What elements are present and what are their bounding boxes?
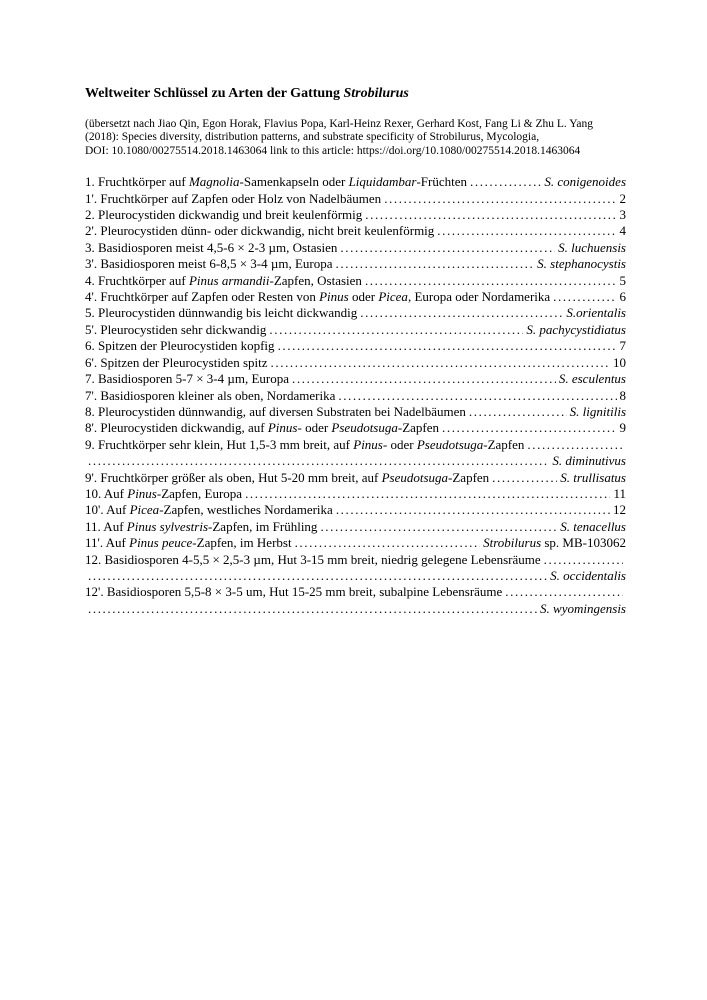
dot-leader (437, 223, 616, 239)
key-text-segment: 8. Pleurocystiden dünnwandig, auf diversen Substraten bei Nadelbäumen (85, 403, 466, 419)
key-row-lead (85, 223, 434, 239)
dot-leader (336, 256, 535, 272)
key-row-result (620, 273, 627, 289)
key-text-segment: -Zapfen, Europa (156, 485, 243, 501)
key-row-lead (85, 502, 333, 518)
taxon-name: S. lignitilis (569, 403, 626, 419)
dot-leader (271, 355, 610, 371)
taxon-name: S. trullisatus (560, 469, 626, 485)
page-title-text: Weltweiter Schlüssel zu Arten der Gattung (85, 86, 344, 101)
citation-line: (übersetzt nach Jiao Qin, Egon Horak, Flavius Popa, Karl-Heinz Rexer, Gerhard Kost, Fang Li & Zhu L. Yang (85, 118, 593, 130)
taxon-name: Magnolia (188, 174, 240, 190)
taxon-name: Pinus armandii (188, 272, 270, 288)
key-row (85, 502, 626, 518)
taxon-name: Pinus (127, 485, 157, 501)
dot-leader (492, 470, 557, 486)
page-title-genus: Strobilurus (343, 86, 409, 101)
dot-leader (269, 322, 523, 338)
key-text-segment: -Zapfen (483, 436, 525, 452)
key-text-segment: 6'. Spitzen der Pleurocystiden spitz (85, 354, 268, 370)
key-text-segment: -Zapfen, Ostasien (269, 272, 362, 288)
key-row-lead (85, 371, 289, 387)
key-text-segment: 10. Auf (85, 485, 128, 501)
key-row (85, 470, 626, 486)
taxon-name: S.orientalis (566, 305, 626, 321)
key-text-segment: 11'. Auf (85, 535, 130, 551)
key-row-result (620, 191, 627, 207)
key-row (85, 305, 626, 321)
taxon-name: S. stephanocystis (537, 256, 626, 272)
key-text-segment: 5. Pleurocystiden dünnwandig bis leicht dickwandig (85, 305, 358, 321)
key-row-result (526, 322, 626, 338)
key-text-segment: 1'. Fruchtkörper auf Zapfen oder Holz von Nadelbäumen (85, 190, 382, 206)
key-text-segment: 3 (619, 207, 626, 223)
taxon-name: S. occidentalis (550, 567, 626, 583)
key-row-result (483, 535, 626, 551)
taxon-name: Pinus sylvestris (126, 518, 209, 534)
dot-leader (340, 240, 555, 256)
key-text-segment: -Zapfen, im Herbst (192, 535, 292, 551)
key-text-segment: 9. Fruchtkörper sehr klein, Hut 1,5-3 mm breit, auf (85, 436, 354, 452)
dot-leader (88, 453, 549, 469)
key-text-segment: -Zapfen, westliches Nordamerika (159, 502, 333, 518)
taxon-name: Pinus (319, 289, 349, 305)
taxon-name: Pseudotsuga (416, 436, 484, 452)
dot-leader (295, 535, 481, 551)
dot-leader (442, 420, 616, 436)
taxon-name: Picea (129, 502, 160, 518)
key-row-lead (85, 535, 292, 551)
dot-leader (88, 568, 547, 584)
key-row-result (613, 486, 626, 502)
key-row-result (620, 207, 627, 223)
key-row-result (544, 174, 626, 190)
key-row (85, 568, 626, 584)
key-row-result (613, 502, 626, 518)
taxon-name: Pseudotsuga (381, 469, 449, 485)
key-row-lead (85, 404, 466, 420)
dot-leader (553, 289, 616, 305)
key-row-result (540, 601, 626, 617)
key-row-result (620, 338, 627, 354)
citation-line: (2018): Species diversity, distribution patterns, and substrate specificity of Strobilurus, Mycologia, (85, 131, 540, 144)
key-text-segment: 4'. Fruchtkörper auf Zapfen oder Resten von (85, 289, 320, 305)
key-row-result (558, 240, 626, 256)
key-row (85, 519, 626, 535)
key-row-result (620, 289, 627, 305)
taxon-name: S. wyomingensis (540, 600, 626, 616)
key-row-lead (85, 256, 333, 272)
key-text-segment: 1. Fruchtkörper auf (85, 174, 189, 190)
key-row-lead (85, 355, 268, 371)
key-row-result (613, 355, 626, 371)
key-row (85, 322, 626, 338)
taxon-name: Pinus (267, 420, 298, 436)
key-row-result (620, 223, 627, 239)
key-text-segment: 7'. Basidiosporen kleiner als oben, Nordamerika (85, 387, 336, 403)
key-text-segment: oder (348, 289, 379, 305)
key-row-lead (85, 470, 489, 486)
taxon-name: Pinus (353, 436, 383, 452)
key-text-segment: 3. Basidiosporen meist 4,5-6 × 2-3 µm, Ostasien (85, 239, 338, 255)
key-text-segment: 12. Basidiosporen 4-5,5 × 2,5-3 µm, Hut 3-15 mm breit, niedrig gelegene Lebensräume (85, 551, 541, 567)
key-row-lead (85, 191, 381, 207)
key-row (85, 174, 626, 190)
key-row (85, 388, 626, 404)
key-text-segment: -Zapfen, im Frühling (208, 518, 318, 534)
key-row (85, 420, 626, 436)
dot-leader (384, 191, 616, 207)
key-row-lead (85, 273, 362, 289)
key-row-result (566, 305, 626, 321)
dot-leader (245, 486, 610, 502)
dot-leader (336, 502, 610, 518)
key-row-lead (85, 207, 362, 223)
key-row (85, 338, 626, 354)
key-text-segment: 9'. Fruchtkörper größer als oben, Hut 5-20 mm breit, auf (85, 469, 382, 485)
key-row-lead (85, 322, 266, 338)
key-row (85, 289, 626, 305)
key-row-lead (85, 519, 317, 535)
citation-line: DOI: 10.1080/00275514.2018.1463064 link to this article: https://doi.org/10.1080/00275514.2018.1463064 (85, 144, 581, 157)
taxon-name: Pseudotsuga (331, 420, 398, 436)
key-row-result (560, 470, 626, 486)
key-text-segment: 5'. Pleurocystiden sehr dickwandig (85, 321, 267, 337)
dot-leader (320, 519, 557, 535)
key-text-segment: -Zapfen (448, 469, 490, 485)
dot-leader (365, 207, 616, 223)
key-row-result (559, 371, 626, 387)
key-text-segment: 6 (619, 289, 626, 305)
key-text-segment: 10'. Auf (85, 502, 130, 518)
key-row-lead (85, 174, 467, 190)
key-row (85, 371, 626, 387)
key-row-result (550, 568, 626, 584)
key-row (85, 273, 626, 289)
dot-leader (360, 305, 563, 321)
dot-leader (469, 404, 567, 420)
key-row-lead (85, 289, 550, 305)
key-text-segment: 8 (619, 387, 626, 403)
key-text-segment: 6. Spitzen der Pleurocystiden kopfig (85, 338, 275, 354)
key-row (85, 437, 626, 453)
taxon-name: S. conigenoides (544, 174, 626, 190)
key-text-segment: 7. Basidiosporen 5-7 × 3-4 µm, Europa (85, 371, 290, 387)
taxon-name: Strobilurus (483, 535, 542, 551)
key-text-segment: -Früchten (416, 174, 468, 190)
key-row-lead (85, 437, 524, 453)
key-row (85, 207, 626, 223)
taxon-name: Liquidambar (348, 174, 417, 190)
key-row (85, 240, 626, 256)
page-title (85, 86, 626, 101)
dot-leader (527, 437, 623, 453)
key-row (85, 256, 626, 272)
key-text-segment: 3'. Basidiosporen meist 6-8,5 × 3-4 µm, Europa (85, 256, 333, 272)
key-text-segment: 4 (619, 223, 626, 239)
key-row-result (560, 519, 626, 535)
key-text-segment: , Europa oder Nordamerika (407, 289, 551, 305)
key-text-segment: 12'. Basidiosporen 5,5-8 × 3-5 um, Hut 15-25 mm breit, subalpine Lebensräume (85, 584, 503, 600)
dot-leader (544, 552, 623, 568)
key-row (85, 535, 626, 551)
key-row (85, 601, 626, 617)
key-text-segment: 10 (613, 354, 626, 370)
key-row (85, 404, 626, 420)
key-text-segment: - oder (382, 436, 417, 452)
taxon-name: Picea (378, 289, 408, 305)
page-content (85, 86, 626, 617)
taxon-name: S. pachycystidiatus (526, 321, 626, 337)
key-row-lead (85, 240, 337, 256)
key-text-segment: 11. Auf (85, 518, 127, 534)
key-text-segment: 2'. Pleurocystiden dünn- oder dickwandig, nicht breit keulenförmig (85, 223, 435, 239)
key-row (85, 552, 626, 568)
dot-leader (88, 601, 537, 617)
dichotomous-key (85, 174, 626, 617)
taxon-name: S. luchuensis (558, 239, 626, 255)
key-row-result (620, 388, 627, 404)
key-text-segment: 7 (619, 338, 626, 354)
taxon-name: S. diminutivus (552, 453, 626, 469)
key-text-segment: sp. MB-103062 (541, 535, 626, 551)
key-row-lead (85, 338, 275, 354)
taxon-name: Pinus peuce (129, 535, 193, 551)
key-row (85, 486, 626, 502)
key-text-segment: -Samenkapseln oder (239, 174, 349, 190)
key-row (85, 355, 626, 371)
key-row-result (537, 256, 626, 272)
key-text-segment: -Zapfen (397, 420, 440, 436)
key-row-result (620, 420, 627, 436)
dot-leader (505, 584, 623, 600)
dot-leader (292, 371, 556, 387)
key-text-segment: 11 (613, 485, 626, 501)
taxon-name: S. esculentus (558, 371, 626, 387)
dot-leader (365, 273, 617, 289)
key-text-segment: 8'. Pleurocystiden dickwandig, auf (85, 420, 268, 436)
taxon-name: S. tenacellus (560, 518, 626, 534)
key-row-result (552, 453, 626, 469)
dot-leader (470, 174, 541, 190)
key-row (85, 191, 626, 207)
key-row-lead (85, 420, 439, 436)
key-row (85, 453, 626, 469)
key-text-segment: 4. Fruchtkörper auf (85, 272, 189, 288)
key-text-segment: 2. Pleurocystiden dickwandig und breit keulenförmig (85, 207, 363, 223)
key-text-segment: 12 (613, 502, 626, 518)
key-text-segment: 9 (619, 420, 626, 436)
dot-leader (338, 388, 616, 404)
citation-paragraph (85, 118, 626, 158)
key-row-lead (85, 305, 357, 321)
key-text-segment: 5 (619, 272, 626, 288)
key-row-result (570, 404, 626, 420)
key-row-lead (85, 584, 502, 600)
key-text-segment: 2 (619, 190, 626, 206)
dot-leader (278, 338, 617, 354)
key-row-lead (85, 486, 242, 502)
key-row (85, 584, 626, 600)
key-row-lead (85, 552, 541, 568)
key-row (85, 223, 626, 239)
key-row-lead (85, 388, 335, 404)
key-text-segment: - oder (297, 420, 332, 436)
